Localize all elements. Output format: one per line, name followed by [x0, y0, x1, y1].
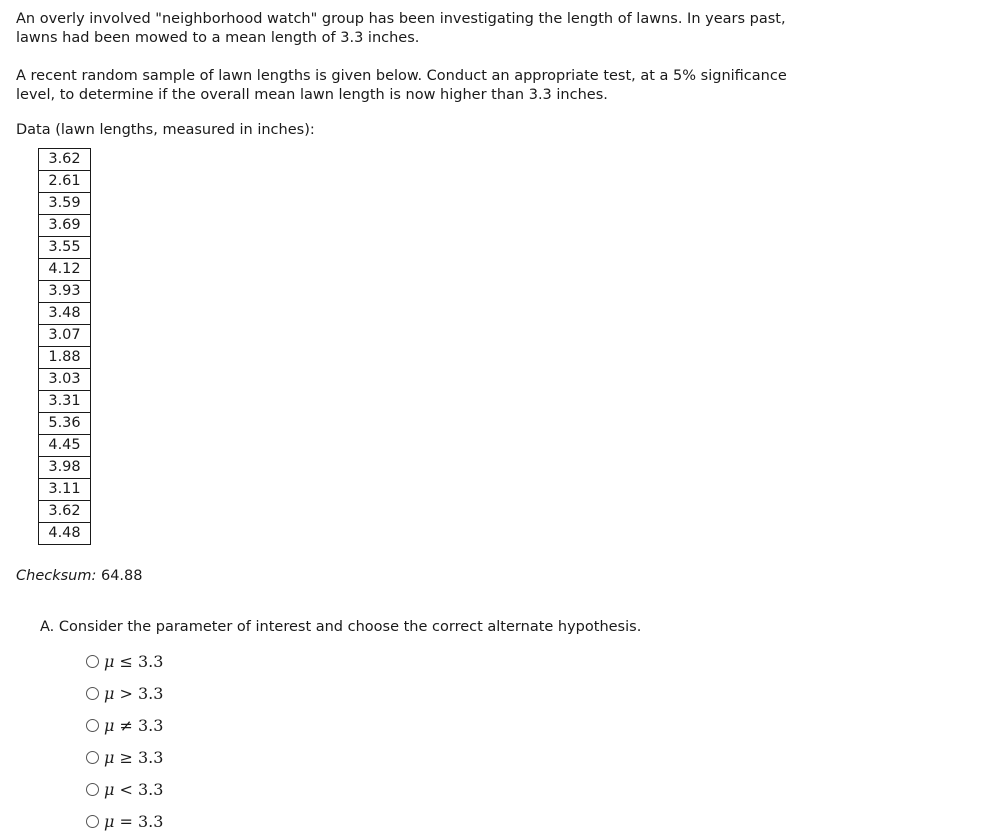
data-cell: 1.88	[39, 347, 91, 369]
question-a-prompt: A. Consider the parameter of interest and choose the correct alternate hypothesis.	[40, 619, 642, 635]
table-row	[39, 325, 91, 347]
checksum	[16, 567, 986, 586]
option-mu-ne[interactable]: μ ≠ 3.3	[86, 709, 986, 741]
table-row	[39, 369, 91, 391]
option-mu-gt[interactable]: μ > 3.3	[86, 677, 986, 709]
lawn-length-data-table	[38, 148, 91, 545]
table-row	[39, 215, 91, 237]
data-cell: 3.93	[39, 281, 91, 303]
table-row	[39, 523, 91, 545]
table-row	[39, 479, 91, 501]
radio-button[interactable]	[86, 655, 99, 668]
table-row	[39, 281, 91, 303]
data-cell: 3.62	[39, 501, 91, 523]
table-row	[39, 171, 91, 193]
data-cell: 5.36	[39, 413, 91, 435]
radio-button[interactable]	[86, 815, 99, 828]
table-row	[39, 259, 91, 281]
table-row	[39, 303, 91, 325]
data-label: Data (lawn lengths, measured in inches):	[16, 122, 315, 138]
data-cell: 4.45	[39, 435, 91, 457]
checksum-label: Checksum:	[16, 568, 97, 584]
data-cell: 3.55	[39, 237, 91, 259]
data-cell: 3.98	[39, 457, 91, 479]
radio-button[interactable]	[86, 719, 99, 732]
option-mu-eq[interactable]: μ = 3.3	[86, 805, 986, 837]
problem-task-text: A recent random sample of lawn lengths is given below. Conduct an appropriate test, at a 5% significance level, to determine if the overall mean lawn length is now higher than 3.3 inches.	[16, 68, 787, 103]
table-row	[39, 501, 91, 523]
data-cell: 3.03	[39, 369, 91, 391]
table-row	[39, 457, 91, 479]
data-cell: 3.62	[39, 149, 91, 171]
data-cell: 2.61	[39, 171, 91, 193]
option-mu-le[interactable]: μ ≤ 3.3	[86, 645, 986, 677]
table-row	[39, 193, 91, 215]
table-row	[39, 347, 91, 369]
option-mu-ge[interactable]: μ ≥ 3.3	[86, 741, 986, 773]
hypothesis-options	[86, 645, 986, 837]
table-row	[39, 435, 91, 457]
problem-intro-text: An overly involved "neighborhood watch" group has been investigating the length of lawns. In years past, lawns had been mowed to a mean length of 3.3 inches.	[16, 11, 786, 46]
data-cell: 3.11	[39, 479, 91, 501]
radio-button[interactable]	[86, 687, 99, 700]
option-mu-lt[interactable]: μ < 3.3	[86, 773, 986, 805]
table-row	[39, 149, 91, 171]
table-row	[39, 413, 91, 435]
radio-button[interactable]	[86, 783, 99, 796]
checksum-value: 64.88	[100, 568, 143, 584]
data-cell: 3.59	[39, 193, 91, 215]
data-cell: 4.12	[39, 259, 91, 281]
table-row	[39, 391, 91, 413]
problem-content	[16, 10, 986, 837]
data-cell: 3.48	[39, 303, 91, 325]
radio-button[interactable]	[86, 751, 99, 764]
data-cell: 3.69	[39, 215, 91, 237]
data-cell: 3.31	[39, 391, 91, 413]
data-cell: 4.48	[39, 523, 91, 545]
data-cell: 3.07	[39, 325, 91, 347]
table-row	[39, 237, 91, 259]
